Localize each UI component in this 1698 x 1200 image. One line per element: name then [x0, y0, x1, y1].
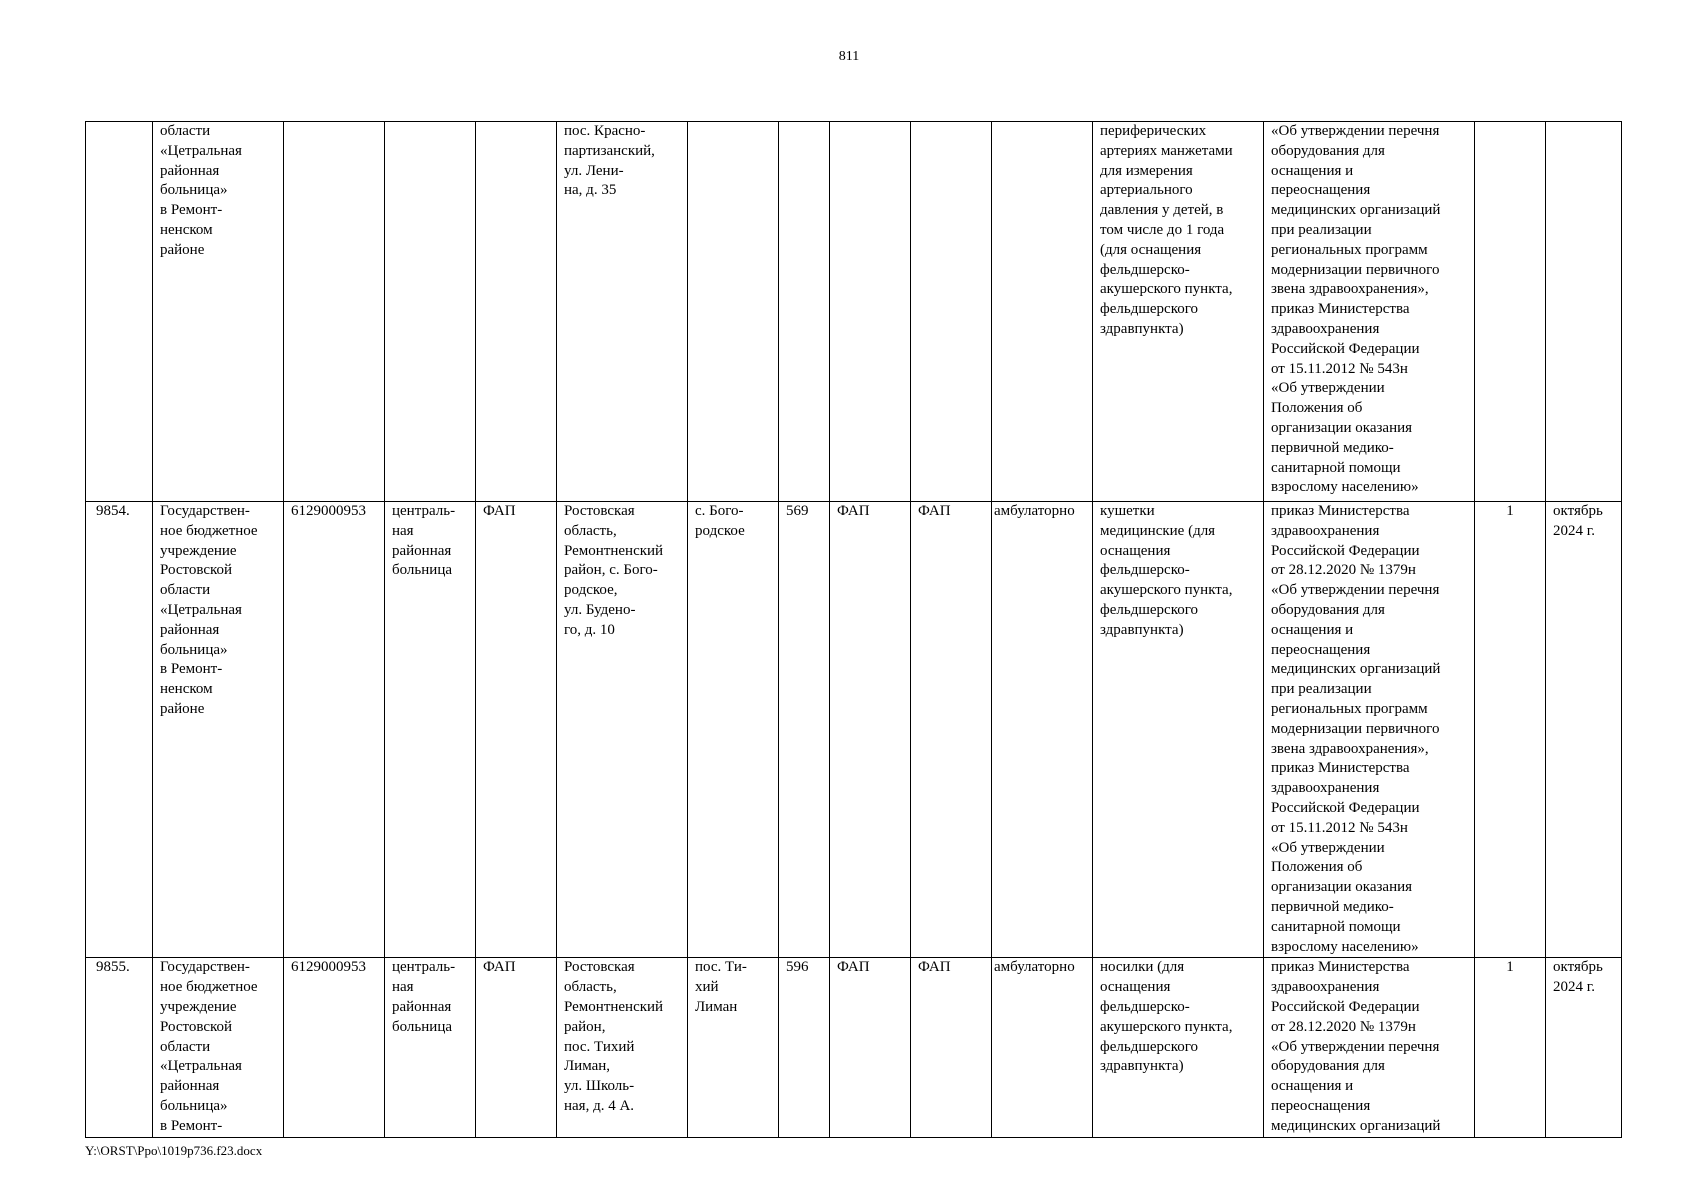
subunit-cell: ФАП	[911, 502, 992, 958]
unit-cell: ФАП	[830, 502, 911, 958]
deadline-cell	[1546, 122, 1622, 502]
care-form-cell	[992, 122, 1093, 502]
legal-basis-cell: приказ Министерства здравоохранения Российской Федерации от 28.12.2020 № 1379н «Об утверждении перечня оборудования для оснащения и переоснащения медицинских организаций	[1264, 958, 1475, 1138]
unit-cell	[830, 122, 911, 502]
deadline-cell: октябрь 2024 г.	[1546, 958, 1622, 1138]
population-cell: 596	[779, 958, 830, 1138]
address-cell: Ростовская область, Ремонтненский район, пос. Тихий Лиман, ул. Школь- ная, д. 4 А.	[557, 958, 688, 1138]
subunit-cell	[911, 122, 992, 502]
facility-kind-cell: ФАП	[476, 958, 557, 1138]
table-row	[86, 122, 1622, 502]
institution-type-cell	[385, 122, 476, 502]
quantity-cell: 1	[1475, 502, 1546, 958]
organization-cell: области «Цетральная районная больница» в Ремонт- ненском районе	[153, 122, 284, 502]
legal-basis-cell: приказ Министерства здравоохранения Российской Федерации от 28.12.2020 № 1379н «Об утверждении перечня оборудования для оснащения и переоснащения медицинских организаций при реализации региональных программ модернизации первичного звена здравоохранения», приказ Министерства здравоохранения Российской Федерации от 15.11.2012 № 543н «Об утверждении Положения об организации оказания первичной медико- санитарной помощи взрослому населению»	[1264, 502, 1475, 958]
table-row	[86, 502, 1622, 958]
inn-cell	[284, 122, 385, 502]
row-number-cell: 9855.	[86, 958, 153, 1138]
subunit-cell: ФАП	[911, 958, 992, 1138]
quantity-cell	[1475, 122, 1546, 502]
document-table	[85, 121, 1622, 1138]
quantity-cell: 1	[1475, 958, 1546, 1138]
table-row	[86, 958, 1622, 1138]
settlement-cell	[688, 122, 779, 502]
care-form-cell: амбулаторно	[992, 958, 1093, 1138]
facility-kind-cell	[476, 122, 557, 502]
institution-type-cell: централь- ная районная больница	[385, 502, 476, 958]
inn-cell: 6129000953	[284, 958, 385, 1138]
footer-file-path: Y:\ORST\Ppo\1019p736.f23.docx	[85, 1143, 263, 1158]
legal-basis-cell: «Об утверждении перечня оборудования для оснащения и переоснащения медицинских организаций при реализации региональных программ модернизации первичного звена здравоохранения», приказ Министерства здравоохранения Российской Федерации от 15.11.2012 № 543н «Об утверждении Положения об организации оказания первичной медико- санитарной помощи взрослому населению»	[1264, 122, 1475, 502]
settlement-cell: с. Бого- родское	[688, 502, 779, 958]
unit-cell: ФАП	[830, 958, 911, 1138]
address-cell: Ростовская область, Ремонтненский район, с. Бого- родское, ул. Будено- го, д. 10	[557, 502, 688, 958]
organization-cell: Государствен- ное бюджетное учреждение Ростовской области «Цетральная районная больница» в Ремонт-	[153, 958, 284, 1138]
facility-kind-cell: ФАП	[476, 502, 557, 958]
row-number-cell	[86, 122, 153, 502]
deadline-cell: октябрь 2024 г.	[1546, 502, 1622, 958]
equipment-cell: кушетки медицинские (для оснащения фельдшерско- акушерского пункта, фельдшерского здравпункта)	[1093, 502, 1264, 958]
organization-cell: Государствен- ное бюджетное учреждение Ростовской области «Цетральная районная больница» в Ремонт- ненском районе	[153, 502, 284, 958]
population-cell: 569	[779, 502, 830, 958]
care-form-cell: амбулаторно	[992, 502, 1093, 958]
row-number-cell: 9854.	[86, 502, 153, 958]
inn-cell: 6129000953	[284, 502, 385, 958]
equipment-cell: носилки (для оснащения фельдшерско- акушерского пункта, фельдшерского здравпункта)	[1093, 958, 1264, 1138]
address-cell: пос. Красно- партизанский, ул. Лени- на, д. 35	[557, 122, 688, 502]
equipment-cell: периферических артериях манжетами для измерения артериального давления у детей, в том числе до 1 года (для оснащения фельдшерско- акушерского пункта, фельдшерского здравпункта)	[1093, 122, 1264, 502]
page-number: 811	[838, 49, 860, 64]
population-cell	[779, 122, 830, 502]
settlement-cell: пос. Ти- хий Лиман	[688, 958, 779, 1138]
institution-type-cell: централь- ная районная больница	[385, 958, 476, 1138]
